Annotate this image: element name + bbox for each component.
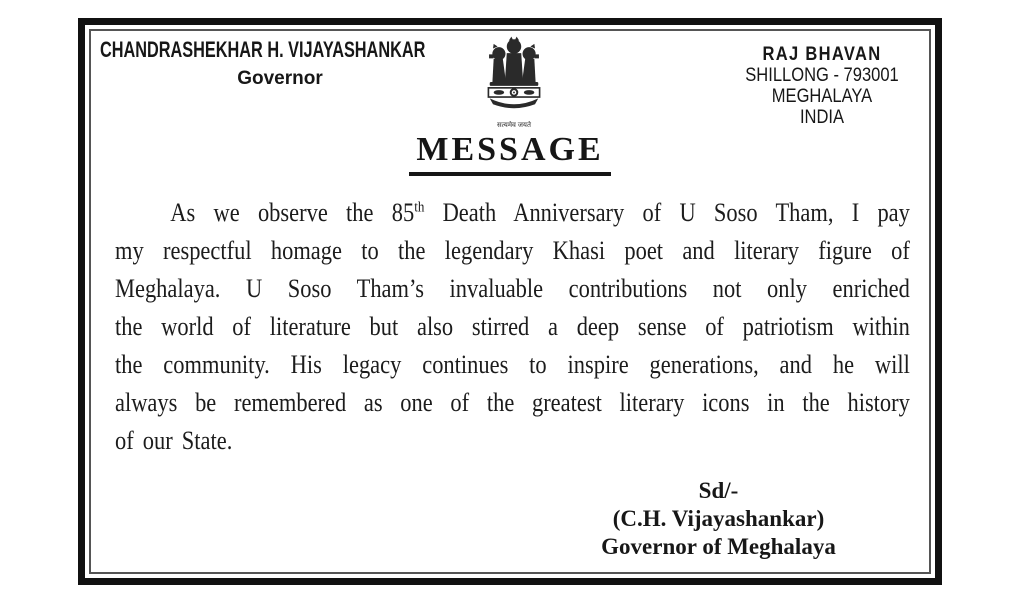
body-line: my respectful homage to the legendary Khasi poet and literary figure of xyxy=(115,236,910,265)
body-line1-post: Death Anniversary of U Soso Tham, I pay xyxy=(424,198,910,227)
office-country: INDIA xyxy=(799,107,845,128)
message-body xyxy=(115,194,910,460)
office-name: RAJ BHAVAN xyxy=(762,44,882,65)
letterhead-author-block xyxy=(100,37,460,90)
page-title: MESSAGE xyxy=(409,131,610,176)
signature-name: (C.H. Vijayashankar) xyxy=(612,506,825,531)
outer-border-frame xyxy=(78,18,942,585)
body-line: of our State. xyxy=(115,426,233,455)
emblem-of-india xyxy=(480,36,548,131)
body-line: the community. His legacy continues to inspire generations, and he will xyxy=(115,350,910,379)
body-line xyxy=(115,194,910,232)
body-line: always be remembered as one of the greatest literary icons in the history xyxy=(115,388,910,417)
inner-border-frame xyxy=(89,29,931,574)
author-name: CHANDRASHEKHAR H. VIJAYASHANKAR xyxy=(100,37,426,62)
lion-capital-icon xyxy=(481,36,547,120)
office-city-pin: SHILLONG - 793001 xyxy=(745,65,899,86)
ordinal-superscript: th xyxy=(414,199,425,216)
office-state: MEGHALAYA xyxy=(771,86,873,107)
signature-title: Governor of Meghalaya xyxy=(601,534,836,559)
author-title: Governor xyxy=(237,68,323,89)
message-title-row xyxy=(91,131,929,176)
signature-block xyxy=(596,477,841,561)
emblem-motto: सत्यमेव जयते xyxy=(497,121,531,129)
body-line: Meghalaya. U Soso Tham’s invaluable contributions not only enriched xyxy=(115,274,910,303)
body-line: the world of literature but also stirred a deep sense of patriotism within xyxy=(115,312,910,341)
office-address-block xyxy=(718,44,927,128)
signature-sd: Sd/- xyxy=(698,478,739,503)
body-line1-pre: As we observe the 85 xyxy=(170,198,415,227)
